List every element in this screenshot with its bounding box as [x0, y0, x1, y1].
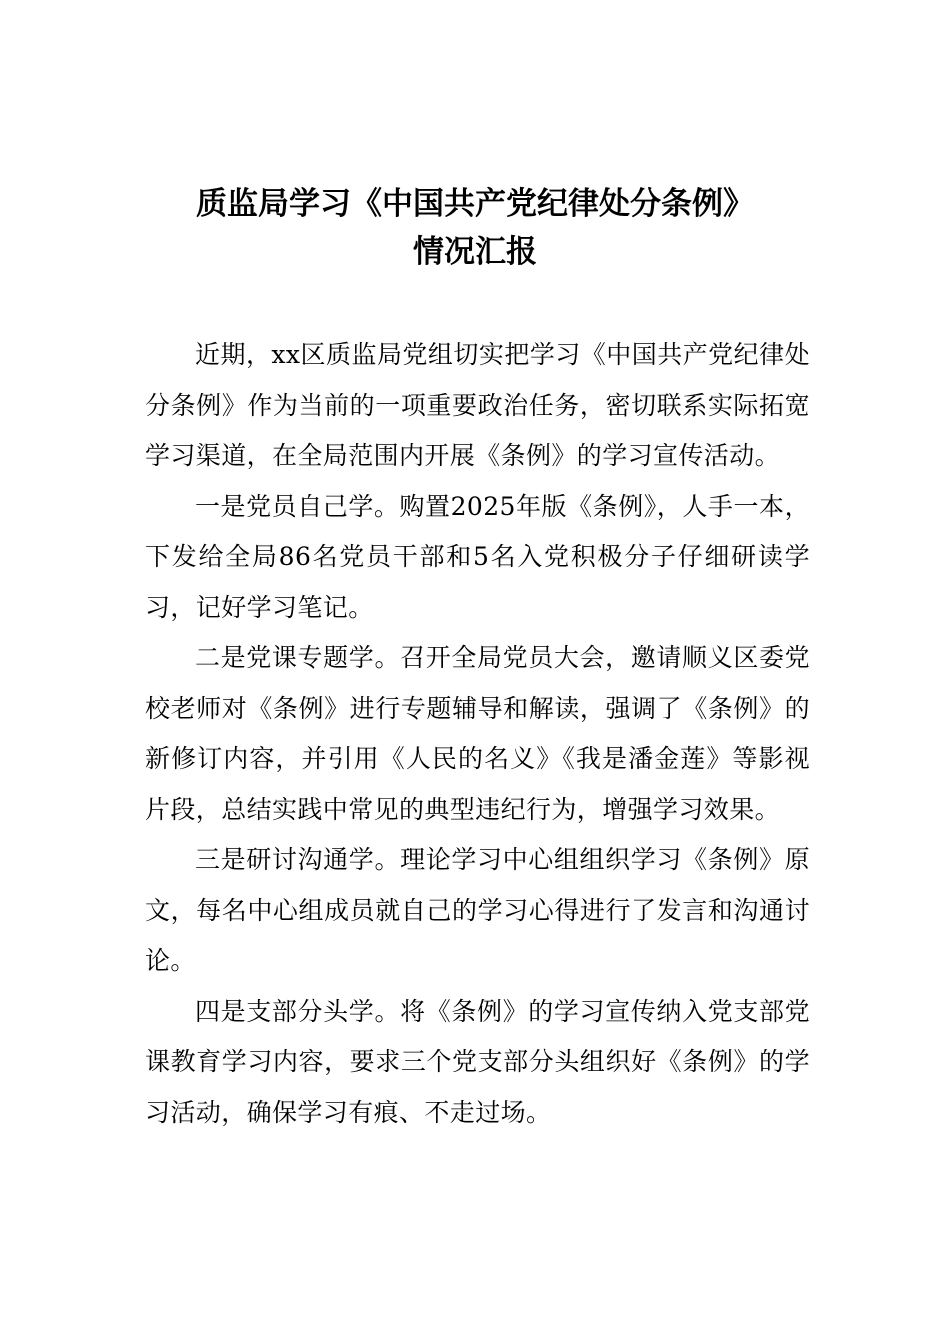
paragraph-item-1: 一是党员自己学。购置2025年版《条例》，人手一本，下发给全局86名党员干部和5名入党积极分子仔细研读学习，记好学习笔记。 — [145, 491, 810, 622]
paragraph-item-4: 四是支部分头学。将《条例》的学习宣传纳入党支部党课教育学习内容，要求三个党支部分头组织好《条例》的学习活动，确保学习有痕、不走过场。 — [145, 996, 810, 1127]
paragraph-item-3: 三是研讨沟通学。理论学习中心组组织学习《条例》原文，每名中心组成员就自己的学习心得进行了发言和沟通讨论。 — [145, 845, 810, 975]
document-title-line-2: 情况汇报 — [413, 234, 537, 270]
paragraph-item-2: 二是党课专题学。召开全局党员大会，邀请顺义区委党校老师对《条例》进行专题辅导和解读，强调了《条例》的新修订内容，并引用《人民的名义》《我是潘金莲》等影视片段，总结实践中常见的典型违纪行为，增强学习效果。 — [145, 643, 810, 824]
paragraph-intro: 近期，xx区质监局党组切实把学习《中国共产党纪律处分条例》作为当前的一项重要政治任务，密切联系实际拓宽学习渠道，在全局范围内开展《条例》的学习宣传活动。 — [145, 340, 810, 470]
document-body — [145, 330, 810, 1138]
document-title-line-1: 质监局学习《中国共产党纪律处分条例》 — [196, 186, 754, 222]
